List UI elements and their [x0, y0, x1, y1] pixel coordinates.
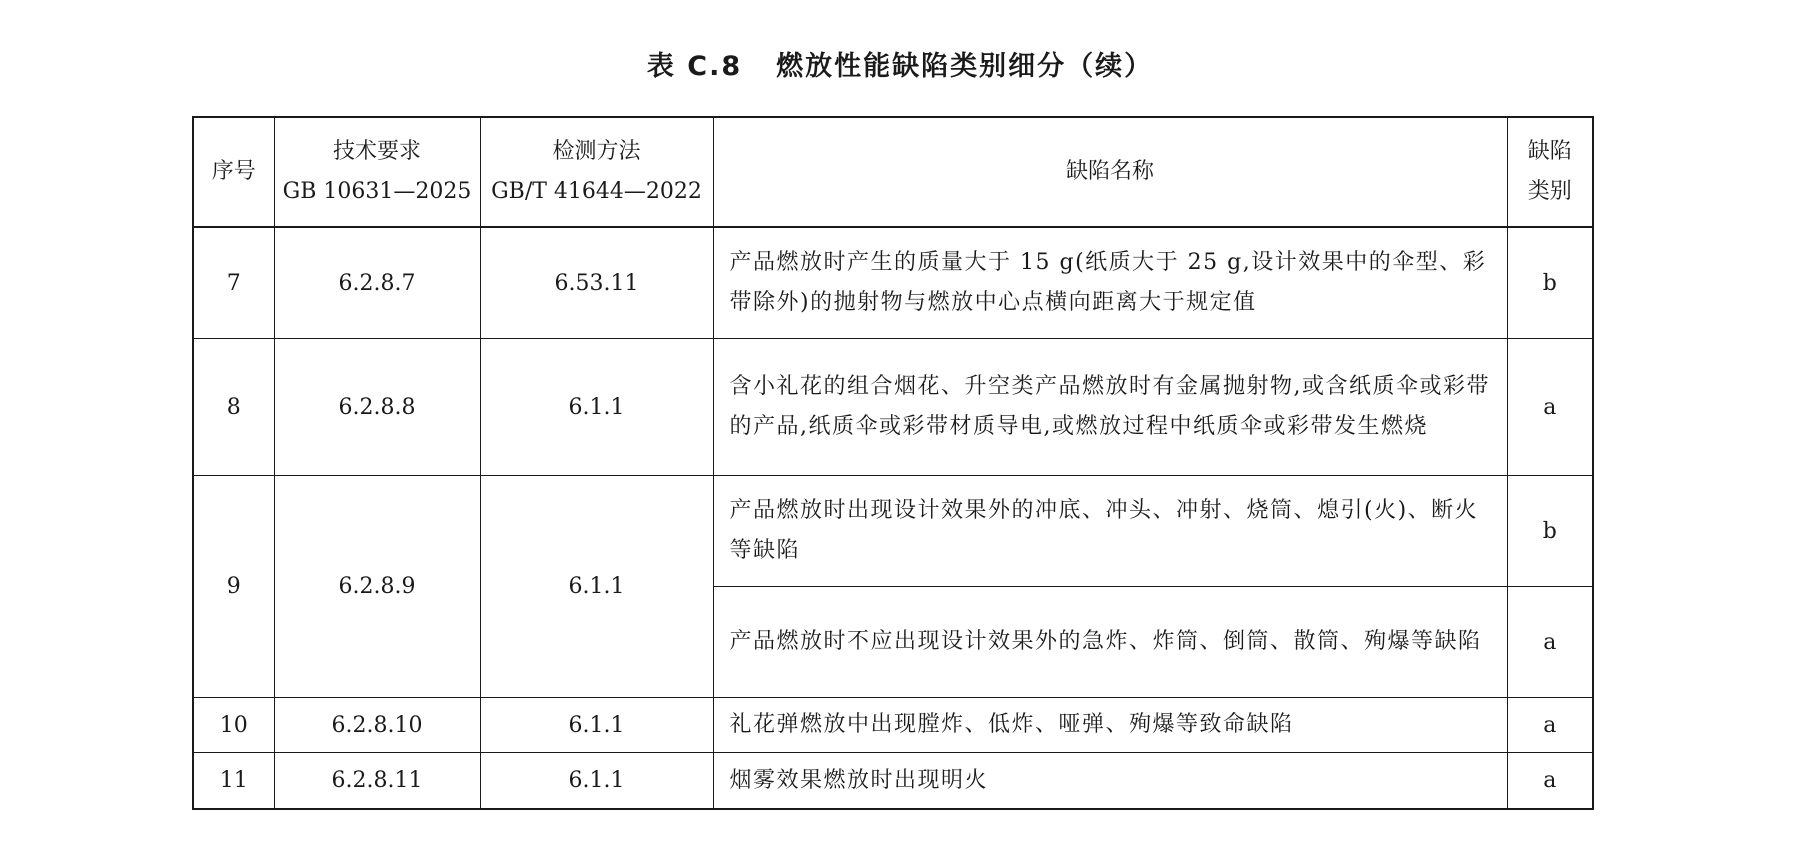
cell-defect-category: a	[1507, 339, 1593, 476]
cell-test-method: 6.1.1	[480, 753, 713, 810]
cell-defect-name: 产品燃放时产生的质量大于 15 g(纸质大于 25 g,设计效果中的伞型、彩带除外)的抛射物与燃放中心点横向距离大于规定值	[713, 227, 1507, 339]
cell-seq: 10	[193, 698, 274, 753]
cell-defect-name: 烟雾效果燃放时出现明火	[713, 753, 1507, 810]
cell-tech-req: 6.2.8.8	[274, 339, 480, 476]
table-number: 表 C.8	[646, 51, 743, 82]
cell-seq: 11	[193, 753, 274, 810]
table-row	[193, 227, 1593, 339]
cell-defect-name: 含小礼花的组合烟花、升空类产品燃放时有金属抛射物,或含纸质伞或彩带的产品,纸质伞或彩带材质导电,或燃放过程中纸质伞或彩带发生燃烧	[713, 339, 1507, 476]
header-test-method-standard: GB/T 41644—2022	[491, 179, 702, 204]
cell-defect-category: a	[1507, 587, 1593, 698]
cell-test-method: 6.1.1	[480, 339, 713, 476]
header-tech-req	[274, 117, 480, 227]
table-caption: 燃放性能缺陷类别细分（续）	[776, 51, 1154, 82]
defect-table	[192, 116, 1594, 810]
header-tech-req-label: 技术要求	[332, 139, 421, 164]
table-row	[193, 476, 1593, 587]
cell-seq: 9	[193, 476, 274, 698]
cell-defect-name: 产品燃放时出现设计效果外的冲底、冲头、冲射、烧筒、熄引(火)、断火等缺陷	[713, 476, 1507, 587]
table-title	[0, 44, 1800, 83]
header-defect-category-line1: 缺陷	[1527, 139, 1572, 164]
header-seq: 序号	[193, 117, 274, 227]
header-defect-name: 缺陷名称	[713, 117, 1507, 227]
cell-test-method: 6.53.11	[480, 227, 713, 339]
cell-defect-category: a	[1507, 698, 1593, 753]
cell-seq: 8	[193, 339, 274, 476]
cell-tech-req: 6.2.8.9	[274, 476, 480, 698]
table-row	[193, 698, 1593, 753]
header-test-method	[480, 117, 713, 227]
table-row	[193, 753, 1593, 810]
header-tech-req-standard: GB 10631—2025	[282, 179, 472, 204]
header-test-method-label: 检测方法	[552, 139, 641, 164]
table-header-row	[193, 117, 1593, 227]
cell-test-method: 6.1.1	[480, 476, 713, 698]
cell-defect-name: 产品燃放时不应出现设计效果外的急炸、炸筒、倒筒、散筒、殉爆等缺陷	[713, 587, 1507, 698]
cell-defect-category: b	[1507, 227, 1593, 339]
cell-defect-category: a	[1507, 753, 1593, 810]
cell-seq: 7	[193, 227, 274, 339]
cell-tech-req: 6.2.8.7	[274, 227, 480, 339]
cell-defect-category: b	[1507, 476, 1593, 587]
table-row	[193, 339, 1593, 476]
cell-test-method: 6.1.1	[480, 698, 713, 753]
cell-tech-req: 6.2.8.11	[274, 753, 480, 810]
cell-tech-req: 6.2.8.10	[274, 698, 480, 753]
cell-defect-name: 礼花弹燃放中出现膛炸、低炸、哑弹、殉爆等致命缺陷	[713, 698, 1507, 753]
header-defect-category-line2: 类别	[1527, 179, 1572, 204]
header-defect-category	[1507, 117, 1593, 227]
